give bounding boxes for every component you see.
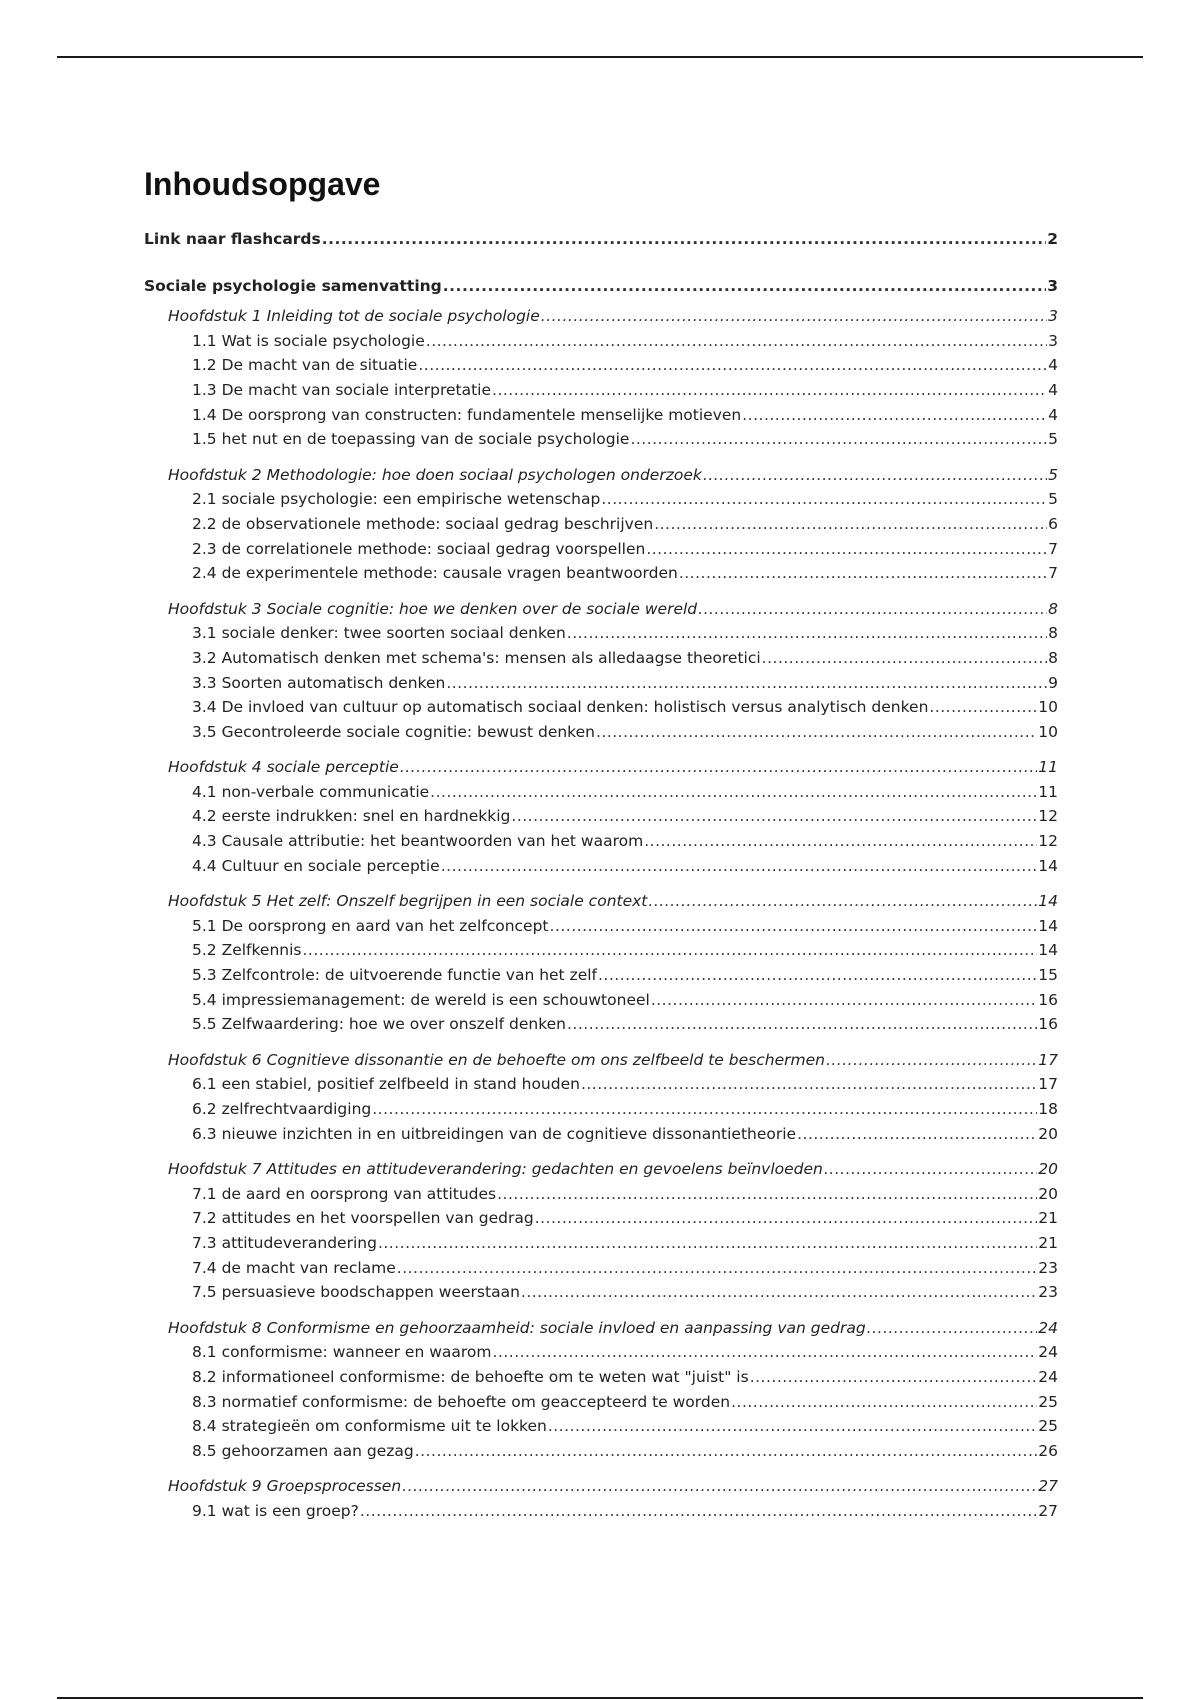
toc-page-number: 14 (1038, 916, 1058, 935)
toc-entry-text: Sociale psychologie samenvatting (144, 276, 442, 295)
toc-entry-text: 1.3 De macht van sociale interpretatie (192, 380, 492, 399)
dot-leader (441, 854, 1038, 879)
dot-leader (492, 1340, 1037, 1365)
dot-leader (567, 621, 1047, 646)
dot-leader (929, 695, 1037, 720)
toc-entry-section[interactable] (144, 671, 1058, 696)
toc-page-number: 24 (1038, 1367, 1058, 1386)
toc-entry-section[interactable] (144, 854, 1058, 879)
toc-page-number: 10 (1038, 698, 1058, 717)
toc-entry-text: 9.1 wat is een groep? (192, 1501, 359, 1520)
toc-entry-text: 7.3 attitudeverandering (192, 1233, 377, 1252)
toc-entry-text: 6.1 een stabiel, positief zelfbeeld in stand houden (192, 1075, 580, 1094)
toc-entry-section[interactable] (144, 329, 1058, 354)
toc-entry-text: 1.4 De oorsprong van constructen: fundamentele menselijke motieven (192, 405, 742, 424)
toc-page-number: 3 (1047, 276, 1058, 295)
toc-page-number: 11 (1038, 758, 1058, 777)
toc-page-number: 7 (1048, 539, 1058, 558)
toc-page-number: 23 (1038, 1283, 1058, 1302)
dot-leader (750, 1365, 1038, 1390)
toc-page-number: 23 (1038, 1258, 1058, 1277)
toc-entry-text: 7.1 de aard en oorsprong van attitudes (192, 1184, 497, 1203)
toc-entry-section[interactable] (144, 561, 1058, 586)
dot-leader (492, 378, 1047, 403)
dot-leader (679, 561, 1047, 586)
toc-page-number: 5 (1048, 430, 1058, 449)
toc-entry-text: 3.4 De invloed van cultuur op automatisch sociaal denken: holistisch versus analytisch denken (192, 698, 929, 717)
toc-entry-section[interactable] (144, 963, 1058, 988)
toc-entry-section[interactable] (144, 378, 1058, 403)
toc-entry-section[interactable] (144, 1414, 1058, 1439)
toc-entry-text: Hoofdstuk 7 Attitudes en attitudeverandering: gedachten en gevoelens beïnvloeden (168, 1160, 823, 1179)
toc-entry-section[interactable] (144, 487, 1058, 512)
toc-page-number: 3 (1048, 307, 1058, 326)
toc-page-number: 4 (1048, 356, 1058, 375)
dot-leader (867, 1316, 1038, 1341)
toc-entry-text: 1.1 Wat is sociale psychologie (192, 331, 425, 350)
toc-entry-chapter-2[interactable] (144, 463, 1058, 488)
toc-page-number: 16 (1038, 1015, 1058, 1034)
toc-page-number: 18 (1038, 1100, 1058, 1118)
toc-entry-section[interactable] (144, 695, 1058, 720)
toc-entry-text: 8.3 normatief conformisme: de behoefte om geaccepteerd te worden (192, 1392, 731, 1411)
dot-leader (521, 1280, 1037, 1305)
toc-page-number: 16 (1038, 990, 1058, 1009)
toc-entry-section[interactable] (144, 1231, 1058, 1256)
toc-page-number: 27 (1038, 1501, 1058, 1520)
toc-entry-chapter-9[interactable] (144, 1474, 1058, 1499)
toc-entry-section[interactable] (144, 1122, 1058, 1147)
toc-entry-text: Hoofdstuk 2 Methodologie: hoe doen sociaal psychologen onderzoek (168, 465, 702, 484)
toc-entry-section[interactable] (144, 1097, 1058, 1122)
toc-page-number: 17 (1038, 1075, 1058, 1094)
dot-leader (698, 597, 1047, 622)
toc-page-number: 2 (1047, 230, 1058, 248)
dot-leader (497, 1182, 1037, 1207)
toc-entry-section[interactable] (144, 720, 1058, 745)
toc-entry-section[interactable] (144, 988, 1058, 1013)
toc-page-number: 8 (1048, 599, 1058, 618)
toc-page-number: 25 (1038, 1417, 1058, 1436)
toc-page-number: 9 (1048, 673, 1058, 692)
toc-entry-text: 4.3 Causale attributie: het beantwoorden van het waarom (192, 832, 644, 851)
toc-page-number: 6 (1048, 514, 1058, 533)
toc-entry-section[interactable] (144, 780, 1058, 805)
toc-page-number: 14 (1038, 892, 1058, 911)
toc-page-number: 14 (1038, 941, 1058, 960)
toc-entry-section[interactable] (144, 403, 1058, 428)
toc-entry-chapter-7[interactable] (144, 1157, 1058, 1182)
dot-leader (548, 1414, 1037, 1439)
toc-entry-text: 4.2 eerste indrukken: snel en hardnekkig (192, 807, 511, 826)
toc-page-number: 10 (1038, 722, 1058, 741)
toc-page-number: 21 (1038, 1233, 1058, 1252)
dot-leader (322, 227, 1046, 252)
dot-leader (703, 463, 1047, 488)
toc-entry-section[interactable] (144, 1365, 1058, 1390)
toc-entry-section[interactable] (144, 914, 1058, 939)
toc-entry-text: 5.2 Zelfkennis (192, 941, 302, 960)
dot-leader (402, 1474, 1037, 1499)
table-of-contents (144, 227, 1058, 1524)
dot-leader (596, 720, 1037, 745)
toc-entry-chapter-3[interactable] (144, 597, 1058, 622)
toc-entry-section[interactable] (144, 1340, 1058, 1365)
toc-page-number: 25 (1038, 1392, 1058, 1411)
toc-page-number: 5 (1048, 465, 1058, 484)
dot-leader (630, 427, 1047, 452)
dot-leader (443, 274, 1046, 299)
toc-page-number: 24 (1038, 1343, 1058, 1362)
page-title: Inhoudsopgave (144, 166, 381, 202)
dot-leader (601, 487, 1047, 512)
toc-entry-text: 5.5 Zelfwaardering: hoe we over onszelf denken (192, 1015, 566, 1034)
toc-entry-text: 3.2 Automatisch denken met schema's: mensen als alledaagse theoretici (192, 648, 761, 667)
toc-entry-chapter-5[interactable] (144, 889, 1058, 914)
dot-leader (426, 329, 1047, 354)
toc-entry-text: Hoofdstuk 6 Cognitieve dissonantie en de behoefte om ons zelfbeeld te beschermen (168, 1050, 825, 1069)
dot-leader (598, 963, 1037, 988)
dot-leader (415, 1439, 1038, 1464)
toc-entry-section[interactable] (144, 537, 1058, 562)
toc-entry-text: 5.1 De oorsprong en aard van het zelfconcept (192, 916, 549, 935)
toc-page-number: 20 (1038, 1124, 1058, 1143)
toc-entry-section[interactable] (144, 621, 1058, 646)
header-rule (57, 56, 1143, 58)
dot-leader (511, 804, 1037, 829)
toc-entry-text: 8.5 gehoorzamen aan gezag (192, 1441, 414, 1460)
dot-leader (372, 1097, 1037, 1122)
dot-leader (797, 1122, 1037, 1147)
dot-leader (397, 1256, 1037, 1281)
toc-entry-section[interactable] (144, 427, 1058, 452)
toc-page-number: 5 (1048, 490, 1058, 509)
toc-entry-section[interactable] (144, 1206, 1058, 1231)
dot-leader (360, 1499, 1037, 1524)
toc-entry-section[interactable] (144, 1280, 1058, 1305)
dot-leader (535, 1206, 1038, 1231)
toc-page-number: 21 (1038, 1209, 1058, 1228)
toc-entry-text: Hoofdstuk 3 Sociale cognitie: hoe we denken over de sociale wereld (168, 599, 698, 618)
toc-page-number: 20 (1038, 1184, 1058, 1203)
toc-entry-text: 7.2 attitudes en het voorspellen van gedrag (192, 1209, 534, 1228)
toc-entry-text: 4.4 Cultuur en sociale perceptie (192, 856, 440, 875)
toc-entry-section[interactable] (144, 1499, 1058, 1524)
toc-entry-section[interactable] (144, 1439, 1058, 1464)
dot-leader (400, 755, 1037, 780)
toc-entry-section[interactable] (144, 1182, 1058, 1207)
dot-leader (648, 889, 1037, 914)
toc-entry-section[interactable] (144, 646, 1058, 671)
toc-entry-chapter-6[interactable] (144, 1048, 1058, 1073)
footer-rule (57, 1697, 1143, 1699)
toc-entry-text: 6.3 nieuwe inzichten in en uitbreidingen van de cognitieve dissonantietheorie (192, 1124, 797, 1143)
dot-leader (567, 1012, 1037, 1037)
toc-entry-chapter-1[interactable] (144, 304, 1058, 329)
toc-entry-text: 7.5 persuasieve boodschappen weerstaan (192, 1283, 520, 1302)
toc-entry-section[interactable] (144, 829, 1058, 854)
toc-entry-flashcards[interactable] (144, 227, 1058, 252)
dot-leader (654, 512, 1047, 537)
dot-leader (418, 353, 1047, 378)
toc-page-number: 4 (1048, 405, 1058, 424)
toc-entry-section[interactable] (144, 938, 1058, 963)
toc-entry-text: 8.4 strategieën om conformisme uit te lokken (192, 1417, 547, 1436)
dot-leader (824, 1157, 1037, 1182)
toc-page-number: 4 (1048, 380, 1058, 399)
toc-page-number: 12 (1038, 807, 1058, 826)
toc-entry-text: Link naar flashcards (144, 230, 321, 248)
toc-page-number: 14 (1038, 856, 1058, 875)
toc-entry-section[interactable] (144, 1012, 1058, 1037)
toc-page-number: 8 (1048, 624, 1058, 643)
toc-entry-text: Hoofdstuk 8 Conformisme en gehoorzaamheid: sociale invloed en aanpassing van gedrag (168, 1318, 866, 1337)
toc-page-number: 27 (1038, 1477, 1058, 1496)
dot-leader (651, 988, 1037, 1013)
toc-entry-text: 7.4 de macht van reclame (192, 1258, 396, 1277)
toc-entry-text: Hoofdstuk 5 Het zelf: Onszelf begrijpen in een sociale context (168, 892, 648, 911)
toc-entry-text: Hoofdstuk 9 Groepsprocessen (168, 1477, 402, 1496)
toc-page-number: 12 (1038, 832, 1058, 851)
toc-entry-text: 1.2 De macht van de situatie (192, 356, 418, 375)
toc-entry-text: Hoofdstuk 1 Inleiding tot de sociale psychologie (168, 307, 540, 326)
toc-entry-text: 5.3 Zelfcontrole: de uitvoerende functie van het zelf (192, 966, 597, 985)
toc-entry-text: 3.5 Gecontroleerde sociale cognitie: bewust denken (192, 722, 595, 741)
dot-leader (644, 829, 1037, 854)
dot-leader (541, 304, 1047, 329)
toc-entry-section[interactable] (144, 1390, 1058, 1415)
toc-entry-text: 3.1 sociale denker: twee soorten sociaal denken (192, 624, 566, 643)
dot-leader (581, 1072, 1037, 1097)
dot-leader (826, 1048, 1037, 1073)
dot-leader (550, 914, 1038, 939)
toc-entry-text: 3.3 Soorten automatisch denken (192, 673, 446, 692)
toc-entry-text: 8.1 conformisme: wanneer en waarom (192, 1343, 492, 1362)
toc-entry-text: 1.5 het nut en de toepassing van de sociale psychologie (192, 430, 630, 449)
toc-page-number: 15 (1038, 966, 1058, 985)
toc-page-number: 11 (1038, 782, 1058, 801)
toc-entry-chapter-4[interactable] (144, 755, 1058, 780)
dot-leader (742, 403, 1047, 428)
dot-leader (646, 537, 1047, 562)
toc-entry-text: 6.2 zelfrechtvaardiging (192, 1100, 372, 1118)
dot-leader (762, 646, 1047, 671)
toc-entry-text: 8.2 informationeel conformisme: de behoefte om te weten wat "juist" is (192, 1367, 749, 1386)
toc-page-number: 8 (1048, 648, 1058, 667)
toc-entry-text: 5.4 impressiemanagement: de wereld is een schouwtoneel (192, 990, 650, 1009)
toc-entry-text: 2.4 de experimentele methode: causale vragen beantwoorden (192, 564, 678, 583)
toc-page-number: 20 (1038, 1160, 1058, 1179)
toc-entry-text: 2.1 sociale psychologie: een empirische wetenschap (192, 490, 601, 509)
dot-leader (430, 780, 1037, 805)
toc-entry-part[interactable] (144, 274, 1058, 299)
toc-entry-section[interactable] (144, 512, 1058, 537)
dot-leader (302, 938, 1037, 963)
dot-leader (378, 1231, 1037, 1256)
toc-entry-section[interactable] (144, 1256, 1058, 1281)
toc-entry-section[interactable] (144, 804, 1058, 829)
toc-page-number: 3 (1048, 331, 1058, 350)
toc-page-number: 17 (1038, 1050, 1058, 1069)
toc-page-number: 26 (1038, 1441, 1058, 1460)
toc-entry-text: 2.3 de correlationele methode: sociaal gedrag voorspellen (192, 539, 646, 558)
toc-page-number: 24 (1038, 1318, 1058, 1337)
dot-leader (731, 1390, 1037, 1415)
toc-entry-text: Hoofdstuk 4 sociale perceptie (168, 758, 399, 777)
toc-entry-text: 4.1 non-verbale communicatie (192, 782, 430, 801)
toc-entry-chapter-8[interactable] (144, 1316, 1058, 1341)
toc-entry-section[interactable] (144, 353, 1058, 378)
toc-entry-section[interactable] (144, 1072, 1058, 1097)
toc-entry-text: 2.2 de observationele methode: sociaal gedrag beschrijven (192, 514, 654, 533)
dot-leader (446, 671, 1047, 696)
toc-page-number: 7 (1048, 564, 1058, 583)
